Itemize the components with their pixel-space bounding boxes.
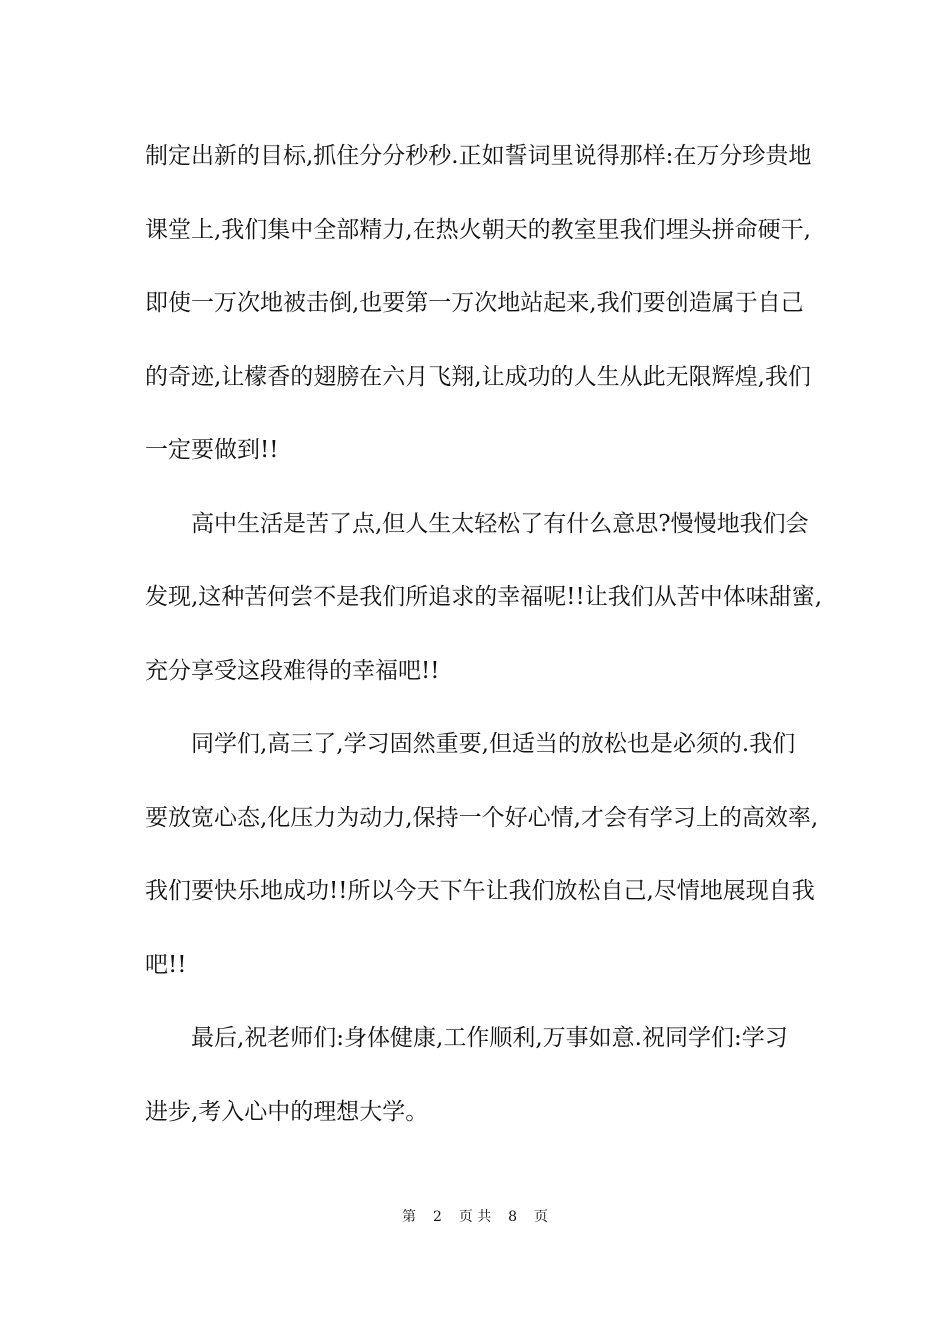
text-line: 吧!! <box>145 951 187 978</box>
page-label-prefix: 第 <box>402 1209 417 1225</box>
paragraph-start-line: 同学们,高三了,学习固然重要,但适当的放松也是必须的.我们 <box>191 731 796 757</box>
page-total-number: 8 <box>508 1209 518 1225</box>
page-footer <box>0 1207 950 1227</box>
page-current-number: 2 <box>432 1209 442 1225</box>
text-line: 的奇迹,让檬香的翅膀在六月飞翔,让成功的人生从此无限辉煌,我们 <box>145 363 811 390</box>
text-line: 制定出新的目标,抓住分分秒秒.正如誓词里说得那样:在万分珍贵地 <box>145 143 812 169</box>
text-line: 充分享受这段难得的幸福吧!! <box>145 657 440 684</box>
text-line: 一定要做到!! <box>145 437 279 463</box>
paragraph-start-line: 高中生活是苦了点,但人生太轻松了有什么意思?慢慢地我们会 <box>191 510 809 537</box>
text-line: 即使一万次地被击倒,也要第一万次地站起来,我们要创造属于自己 <box>145 290 804 316</box>
paragraph-start-line: 最后,祝老师们:身体健康,工作顺利,万事如意.祝同学们:学习 <box>191 1025 788 1051</box>
page-label-middle: 页 共 <box>458 1209 492 1225</box>
page-label-suffix: 页 <box>533 1209 548 1225</box>
text-line: 进步,考入心中的理想大学。 <box>145 1098 429 1125</box>
text-line: 发现,这种苦何尝不是我们所追求的幸福呢!!让我们从苦中体味甜蜜, <box>145 584 823 610</box>
text-line: 我们要快乐地成功!!所以今天下午让我们放松自己,尽情地展现自我 <box>145 878 815 904</box>
document-body <box>145 132 823 1161</box>
text-line: 课堂上,我们集中全部精力,在热火朝天的教室里我们埋头拼命硬干, <box>145 216 811 243</box>
text-line: 要放宽心态,化压力为动力,保持一个好心情,才会有学习上的高效率, <box>145 804 819 831</box>
